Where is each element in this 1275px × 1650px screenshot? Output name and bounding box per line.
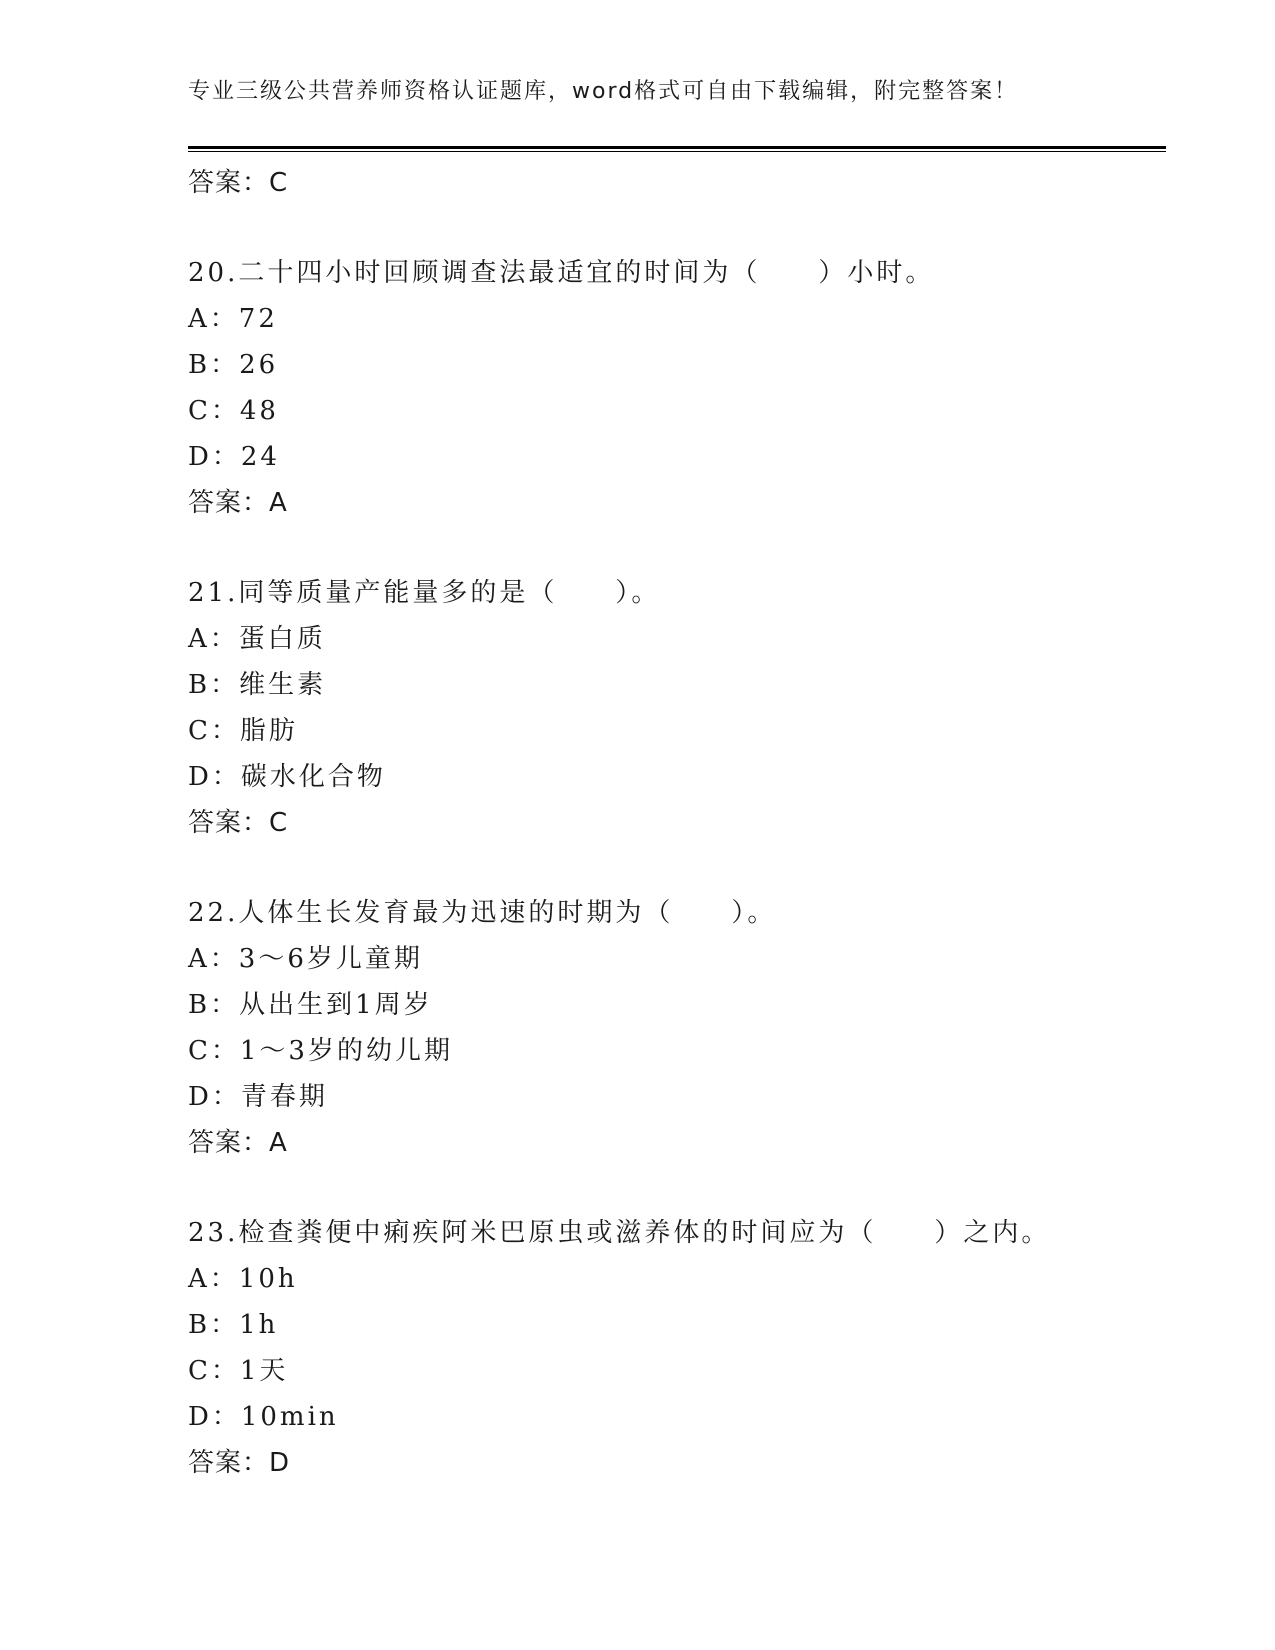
option-b: B：1h: [188, 1310, 279, 1340]
option-c: C：48: [188, 396, 279, 426]
option-d: D：青春期: [188, 1082, 328, 1112]
option-a: A：蛋白质: [188, 624, 326, 654]
question-title: 23.检查粪便中痢疾阿米巴原虫或滋养体的时间应为（ ）之内。: [188, 1218, 1051, 1248]
header-divider: [188, 146, 1166, 152]
option-c: C：1～3岁的幼儿期: [188, 1036, 453, 1066]
option-c: C：脂肪: [188, 716, 298, 746]
option-c: C：1天: [188, 1356, 289, 1386]
question-list: [188, 160, 1166, 1486]
question-title: 21.同等质量产能量多的是（ ）。: [188, 578, 661, 608]
answer-line: 答案：D: [188, 1448, 291, 1478]
option-d: D：10min: [188, 1402, 339, 1432]
spacer: [188, 206, 1166, 250]
option-a: A：3～6岁儿童期: [188, 944, 423, 974]
spacer: [188, 1166, 1166, 1210]
question-21: [188, 570, 1166, 846]
answer-line: 答案：A: [188, 1128, 288, 1158]
option-a: A：10h: [188, 1264, 298, 1294]
page-header: 专业三级公共营养师资格认证题库，word格式可自由下载编辑，附完整答案！: [188, 79, 1019, 104]
question-20: [188, 250, 1166, 526]
question-22: [188, 890, 1166, 1166]
answer-line: 答案：C: [188, 808, 289, 838]
option-d: D：24: [188, 442, 280, 472]
previous-answer: 答案：C: [188, 168, 289, 198]
option-b: B：维生素: [188, 670, 327, 700]
option-b: B：从出生到1周岁: [188, 990, 433, 1020]
spacer: [188, 526, 1166, 570]
option-a: A：72: [188, 304, 278, 334]
question-23: [188, 1210, 1166, 1486]
option-b: B：26: [188, 350, 279, 380]
question-title: 22.人体生长发育最为迅速的时期为（ ）。: [188, 898, 777, 928]
spacer: [188, 846, 1166, 890]
option-d: D：碳水化合物: [188, 762, 386, 792]
answer-line: 答案：A: [188, 488, 288, 518]
question-title: 20.二十四小时回顾调查法最适宜的时间为（ ）小时。: [188, 258, 935, 288]
